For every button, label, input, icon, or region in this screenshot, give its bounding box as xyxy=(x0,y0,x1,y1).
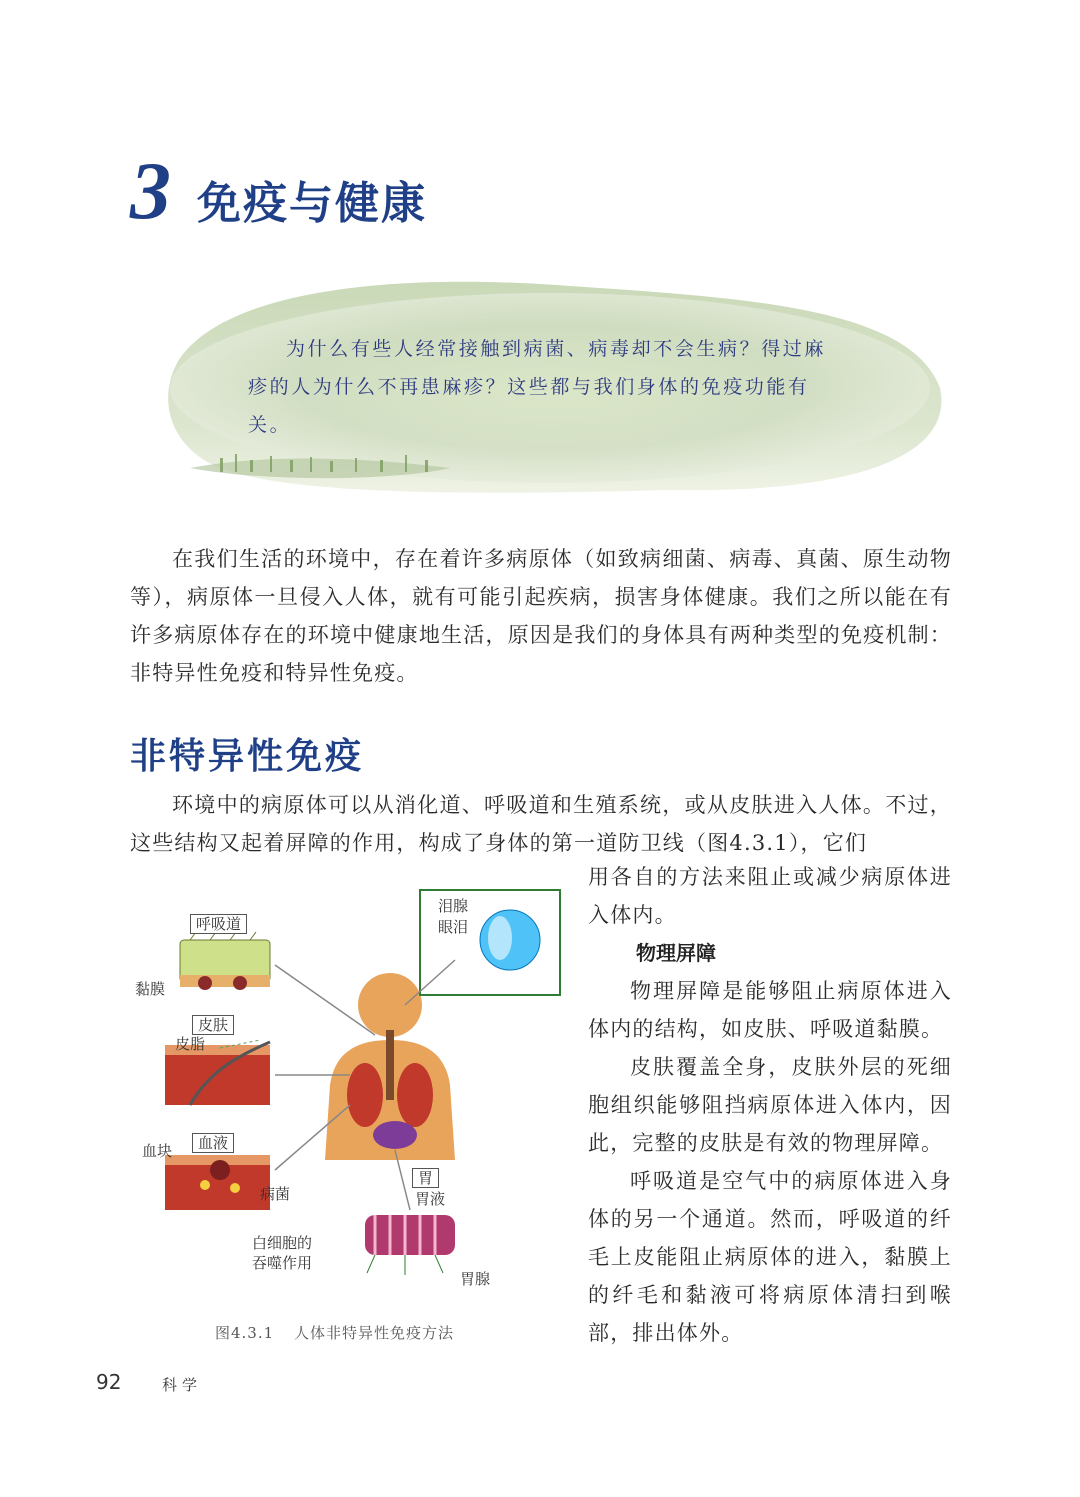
label-gastric-juice: 胃液 xyxy=(415,1190,446,1208)
label-skin: 皮肤 xyxy=(192,1015,234,1035)
paragraph-barriers-cont: 用各自的方法来阻止或减少病原体进入体内。 xyxy=(588,865,952,927)
paragraph-pathogens: 在我们生活的环境中，存在着许多病原体（如致病细菌、病毒、真菌、原生动物等），病原体一旦侵入人体，就有可能引起疾病，损害身体健康。我们之所以能在有许多病原体存在的环境中健康地生活，原因是我们的身体具有两种类型的免疫机制：非特异性免疫和特异性免疫。 xyxy=(130,547,952,685)
label-blood: 血液 xyxy=(192,1133,234,1153)
label-stomach: 胃 xyxy=(412,1168,439,1188)
label-tear-gland: 泪腺 xyxy=(438,897,469,915)
chapter-number: 3 xyxy=(130,145,171,236)
paragraph-barriers: 环境中的病原体可以从消化道、呼吸道和生殖系统，或从皮肤进入人体。不过，这些结构又起着屏障的作用，构成了身体的第一道防卫线（图4.3.1），它们 xyxy=(130,793,952,855)
label-clot: 血块 xyxy=(142,1142,173,1160)
paragraph-physical-barrier: 物理屏障是能够阻止病原体进入体内的结构，如皮肤、呼吸道黏膜。 xyxy=(588,979,952,1041)
label-mucosa: 黏膜 xyxy=(135,980,166,998)
label-gastric-gland: 胃腺 xyxy=(460,1270,491,1288)
paragraph-skin: 皮肤覆盖全身，皮肤外层的死细胞组织能够阻挡病原体进入体内，因此，完整的皮肤是有效的物理屏障。 xyxy=(588,1055,952,1155)
paragraph-respiratory: 呼吸道是空气中的病原体进入身体的另一个通道。然而，呼吸道的纤毛上皮能阻止病原体的进入，黏膜上的纤毛和黏液可将病原体清扫到喉部，排出体外。 xyxy=(588,1169,952,1345)
caption-text: 人体非特异性免疫方法 xyxy=(293,1324,454,1342)
chapter-name: 免疫与健康 xyxy=(197,178,427,229)
chapter-title xyxy=(130,145,427,236)
page-number: 92 xyxy=(96,1370,122,1394)
intro-banner xyxy=(150,268,950,518)
gastric-gland-illustration xyxy=(365,1215,455,1275)
page-subject: 科学 xyxy=(162,1376,203,1394)
blood-illustration xyxy=(165,1155,270,1210)
caption-number: 图4.3.1 xyxy=(215,1324,275,1342)
human-body-illustration xyxy=(325,973,455,1160)
figure-nonspecific-immunity xyxy=(120,870,570,1300)
figure-caption xyxy=(215,1322,454,1343)
label-wbc-line1: 白细胞的 xyxy=(252,1234,313,1252)
respiratory-tract-illustration xyxy=(180,932,270,990)
label-respiratory: 呼吸道 xyxy=(190,914,247,934)
intro-question: 为什么有些人经常接触到病菌、病毒却不会生病？得过麻疹的人为什么不再患麻疹？这些都与我们身体的免疫功能有关。 xyxy=(248,338,827,436)
label-tears: 眼泪 xyxy=(438,918,469,936)
label-wbc-line2: 吞噬作用 xyxy=(252,1254,313,1272)
figure-illustration xyxy=(120,870,570,1300)
section-heading: 非特异性免疫 xyxy=(130,736,365,777)
label-bacteria: 病菌 xyxy=(260,1185,291,1203)
label-sebum: 皮脂 xyxy=(175,1035,206,1053)
subsection-heading: 物理屏障 xyxy=(636,941,716,965)
